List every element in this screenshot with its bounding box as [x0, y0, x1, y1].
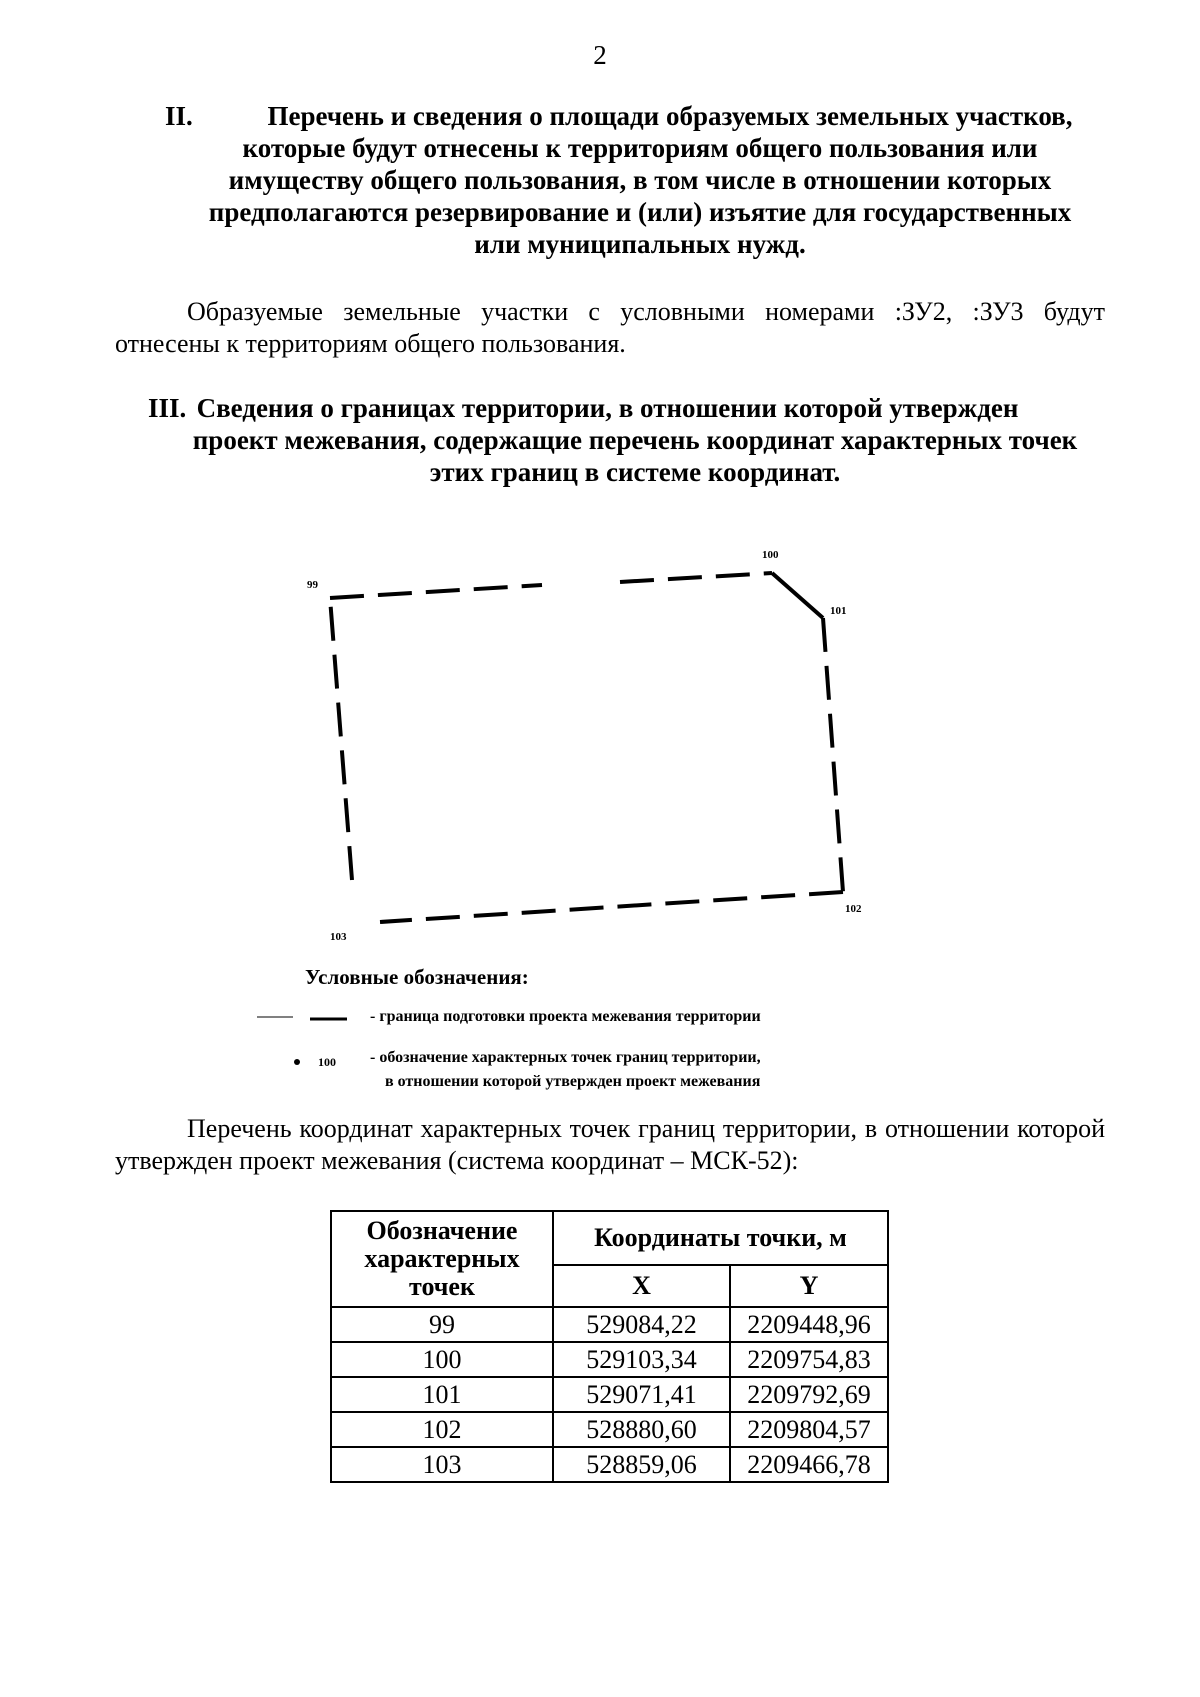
page-number: 2: [593, 40, 607, 70]
legend-point-marker-icon: [292, 1057, 302, 1067]
cell-x: 529103,34: [553, 1342, 730, 1377]
cell-y: 2209792,69: [730, 1377, 888, 1412]
cell-point: 101: [331, 1377, 553, 1412]
section-3-title-line: этих границ в системе координат.: [429, 457, 841, 487]
table-row: [331, 1342, 888, 1377]
cell-y: 2209804,57: [730, 1412, 888, 1447]
coordinates-table: [330, 1210, 889, 1483]
section-2-numeral: II.: [165, 101, 193, 131]
legend-title: Условные обозначения:: [305, 965, 529, 989]
cell-x: 528859,06: [553, 1447, 730, 1482]
header-point: Обозначение характерных точек: [331, 1211, 553, 1307]
cell-x: 529071,41: [553, 1377, 730, 1412]
section-2-title-line: предполагаются резервирование и (или) изъятие для государственных: [208, 197, 1072, 227]
legend-point-text-line1: - обозначение характерных точек границ территории,: [370, 1049, 761, 1066]
section-2-title-line: Перечень и сведения о площади образуемых земельных участков,: [267, 101, 1073, 131]
coordinates-intro: Перечень координат характерных точек границ территории, в отношении которой утвержден проект межевания (система координат – МСК-52):: [115, 1114, 1105, 1175]
cell-point: 103: [331, 1447, 553, 1482]
point-label-102: 102: [845, 903, 862, 915]
cell-x: 528880,60: [553, 1412, 730, 1447]
table-row: [331, 1377, 888, 1412]
section-3-title-line: Сведения о границах территории, в отношении которой утвержден: [196, 393, 1019, 423]
section-2-title-line: или муниципальных нужд.: [474, 229, 806, 259]
boundary-segment-100-101: [772, 573, 823, 618]
section-3-title-line: проект межевания, содержащие перечень координат характерных точек: [192, 425, 1078, 455]
legend-boundary-text: - граница подготовки проекта межевания территории: [370, 1008, 761, 1025]
point-label-100: 100: [762, 549, 779, 561]
point-label-101: 101: [830, 605, 847, 617]
section-3-title: [165, 392, 1105, 488]
boundary-segment-103-99: [330, 598, 352, 880]
cell-y: 2209466,78: [730, 1447, 888, 1482]
header-x: X: [553, 1265, 730, 1307]
point-label-103: 103: [330, 931, 347, 943]
boundary-line: [330, 573, 843, 922]
section-2-paragraph: Образуемые земельные участки с условными номерами :ЗУ2, :ЗУ3 будут отнесены к территориям общего пользования.: [115, 297, 1105, 358]
cell-point: 99: [331, 1307, 553, 1342]
boundary-segment-102-103: [380, 892, 843, 922]
cell-y: 2209754,83: [730, 1342, 888, 1377]
legend-point-sample-label: 100: [318, 1055, 336, 1069]
header-coordinates: Координаты точки, м: [553, 1211, 888, 1265]
cell-point: 100: [331, 1342, 553, 1377]
cell-y: 2209448,96: [730, 1307, 888, 1342]
boundary-scheme: [0, 530, 1200, 950]
cell-x: 529084,22: [553, 1307, 730, 1342]
section-2-title-line: которые будут отнесены к территориям общего пользования или: [242, 133, 1038, 163]
section-2-heading: [0, 100, 1200, 270]
table-row: [331, 1307, 888, 1342]
boundary-segment-99-100a: [330, 585, 542, 598]
header-y: Y: [730, 1265, 888, 1307]
boundary-point-labels: [307, 549, 862, 943]
table-row: [331, 1447, 888, 1482]
cell-point: 102: [331, 1412, 553, 1447]
table-row: [331, 1412, 888, 1447]
point-label-99: 99: [307, 579, 318, 591]
boundary-segment-99-100b: [620, 573, 772, 582]
legend-point-text-line2: в отношении которой утвержден проект межевания: [385, 1073, 761, 1090]
section-3-heading: [0, 392, 1200, 492]
boundary-segment-101-102: [823, 618, 843, 892]
section-2-title: [180, 100, 1100, 260]
section-3-numeral: III.: [148, 393, 187, 423]
section-2-title-line: имуществу общего пользования, в том числе в отношении которых: [228, 165, 1052, 195]
legend-boundary-sample: [255, 1012, 355, 1024]
